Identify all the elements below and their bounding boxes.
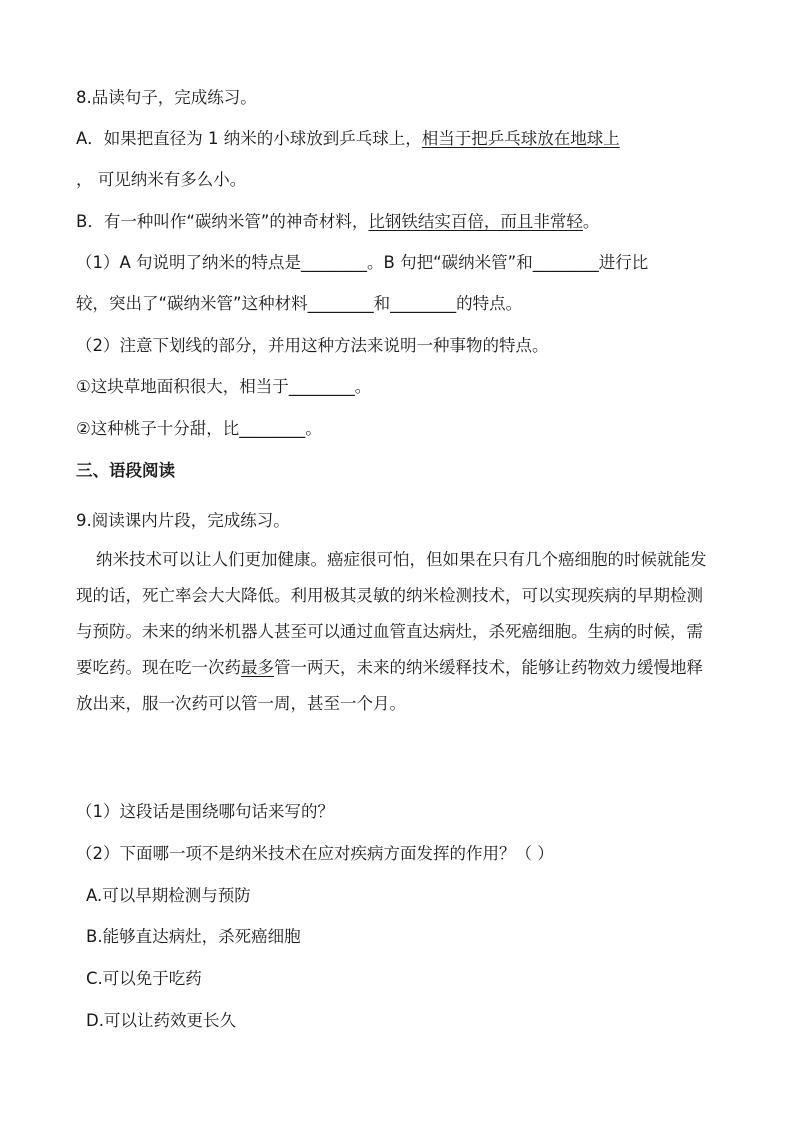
- q8-item-2: ②这种桃子十分甜，比________。: [76, 419, 322, 438]
- q9-sub1: （1）这段话是围绕哪句话来写的？: [76, 802, 334, 821]
- q9-option-a: A.可以早期检测与预防: [86, 886, 251, 905]
- section-3-heading: 三、语段阅读: [76, 461, 175, 480]
- q8-sentence-b-text: B．有一种叫作“碳纳米管”的神奇材料，: [76, 212, 369, 231]
- q8-sub1-line2: 较，突出了“碳纳米管”这种材料________和________的特点。: [76, 294, 523, 313]
- q8-sentence-a: [76, 127, 620, 151]
- q8-item-1: ①这块草地面积很大，相当于________。: [76, 377, 372, 396]
- q8-sentence-b-underline: 比钢铁结实百倍，而且非常轻: [368, 212, 583, 231]
- q9-passage-text-end: 管一两天，未来的纳米缓释技术，能够让药物效力缓慢地释放出来，服一次药可以管一周，甚至一个月。: [76, 658, 703, 713]
- q8-sentence-a-text: A．如果把直径为 1 纳米的小球放到乒乓球上，: [76, 129, 422, 148]
- q9-passage: [76, 542, 718, 722]
- q8-sub2: （2）注意下划线的部分，并用这种方法来说明一种事物的特点。: [76, 336, 549, 355]
- q8-sentence-a-continued: ， 可见纳米有多么小。: [76, 170, 247, 189]
- q8-sub1-line1: （1）A 句说明了纳米的特点是________。B 句把“碳纳米管”和________进行比: [76, 253, 649, 272]
- q9-option-c: C.可以免于吃药: [86, 969, 202, 988]
- q9-passage-text: 纳米技术可以让人们更加健康。癌症很可怕，但如果在只有几个癌细胞的时候就能发现的话，死亡率会大大降低。利用极其灵敏的纳米检测技术，可以实现疾病的早期检测与预防。未来的纳米机器人甚至可以通过血管直达病灶，杀死癌细胞。生病的时候，需要吃药。现在吃一次药: [76, 550, 707, 677]
- q8-title: 8.品读句子，完成练习。: [76, 88, 257, 107]
- q9-option-b: B.能够直达病灶，杀死癌细胞: [86, 927, 301, 946]
- q9-title: 9.阅读课内片段，完成练习。: [76, 511, 290, 530]
- q9-passage-underline: 最多: [241, 658, 274, 677]
- q8-sentence-a-underline: 相当于把乒乓球放在地球上: [421, 129, 620, 148]
- q8-sentence-b-end: 。: [582, 212, 600, 231]
- q9-option-d: D.可以让药效更长久: [86, 1011, 236, 1030]
- q9-sub2: （2）下面哪一项不是纳米技术在应对疾病方面发挥的作用？（ ）: [76, 844, 554, 863]
- q8-sentence-b: [76, 210, 599, 234]
